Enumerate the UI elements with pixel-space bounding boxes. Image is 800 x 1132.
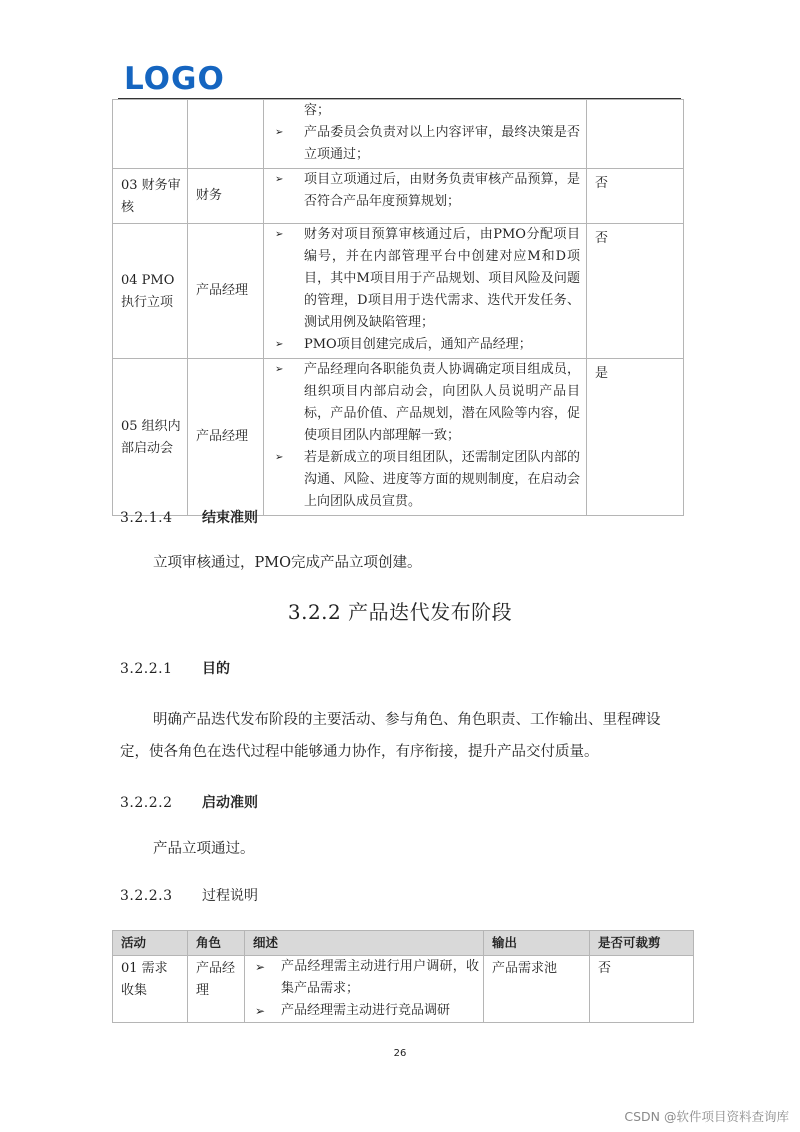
can-cut-cell: 是 [587,359,684,516]
activity-cell: 01 需求收集 [113,956,188,1023]
description-cell [264,169,587,224]
bullet-item: ➢ 项目立项通过后，由财务负责审核产品预算，是否符合产品年度预算规划； [272,169,580,213]
description-cell [264,100,587,169]
bullet-item: ➢ 若是新成立的项目组团队，还需制定团队内部的沟通、风险、进度等方面的规则制度，在启动会上向团队成员宣贯。 [272,447,580,513]
role-cell: 产品经理 [188,224,264,359]
arrow-bullet-icon: ➢ [275,174,284,185]
bullet-item: ➢ 财务对项目预算审核通过后，由PMO分配项目编号，并在内部管理平台中创建对应M和D项目，其中M项目用于产品规划、项目风险及问题的管理，D项目用于迭代需求、迭代开发任务、测试用例及缺陷管理； [272,224,580,334]
table-row [113,956,694,1023]
column-header: 活动 [113,931,188,956]
paragraph-start-criteria: 产品立项通过。 [153,841,255,857]
description-cell [245,956,484,1023]
heading-title: 启动准则 [202,795,258,811]
can-cut-cell: 否 [587,169,684,224]
arrow-bullet-icon: ➢ [255,960,266,974]
bullet-item: ➢ 产品经理需主动进行用户调研，收集产品需求； [253,956,479,1000]
heading-number: 3.2.2.3 [120,888,173,904]
table-row [113,169,684,224]
bullet-item: ➢ 产品经理需主动进行竞品调研 [253,1000,479,1022]
heading-3-2-1-4 [120,508,258,528]
column-header: 输出 [484,931,590,956]
logo: LOGO [124,61,225,97]
activity-cell [113,100,188,169]
arrow-bullet-icon: ➢ [255,1004,266,1018]
table-row [113,100,684,169]
arrow-bullet-icon: ➢ [275,452,284,463]
table-header-row [113,931,694,956]
bullet-item: ➢ 产品委员会负责对以上内容评审，最终决策是否立项通过； [272,122,580,166]
heading-number: 3.2.2.1 [120,661,173,677]
can-cut-cell: 否 [590,956,694,1023]
description-cell [264,359,587,516]
activity-cell: 04 PMO执行立项 [113,224,188,359]
description-cell [264,224,587,359]
heading-3-2-2-2 [120,793,258,813]
heading-title: 结束准则 [202,510,258,526]
description-continuation: 容； [304,103,331,118]
heading-title: 目的 [202,661,230,677]
column-header: 角色 [188,931,245,956]
heading-3-2-2-3 [120,886,258,906]
paragraph-purpose: 明确产品迭代发布阶段的主要活动、参与角色、角色职责、工作输出、里程碑设定，使各角色在迭代过程中能够通力协作，有序衔接，提升产品交付质量。 [120,712,661,760]
page-number: 26 [393,1048,407,1059]
iteration-process-table [112,930,694,1023]
output-cell: 产品需求池 [484,956,590,1023]
can-cut-cell: 否 [587,224,684,359]
heading-number: 3.2.2.2 [120,795,173,811]
heading-number: 3.2.1.4 [120,510,173,526]
bullet-item: ➢ 产品经理向各职能负责人协调确定项目组成员，组织项目内部启动会，向团队人员说明产品目标，产品价值、产品规划，潜在风险等内容，促使项目团队内部理解一致； [272,359,580,447]
column-header: 细述 [245,931,484,956]
heading-3-2-2-1 [120,659,230,679]
arrow-bullet-icon: ➢ [275,229,284,240]
column-header: 是否可裁剪 [590,931,694,956]
section-title-3-2-2: 3.2.2 产品迭代发布阶段 [287,600,513,624]
paragraph-end-criteria: 立项审核通过，PMO完成产品立项创建。 [153,555,422,571]
process-table-continued [112,99,684,516]
table-row [113,359,684,516]
activity-cell: 03 财务审核 [113,169,188,224]
role-cell [188,100,264,169]
arrow-bullet-icon: ➢ [275,127,284,138]
arrow-bullet-icon: ➢ [275,339,284,350]
can-cut-cell [587,100,684,169]
watermark: CSDN @软件项目资料查询库 [624,1109,789,1124]
activity-cell: 05 组织内部启动会 [113,359,188,516]
heading-title: 过程说明 [202,888,258,904]
table-row [113,224,684,359]
bullet-item: ➢ PMO项目创建完成后，通知产品经理； [272,334,580,356]
role-cell: 产品经理 [188,359,264,516]
arrow-bullet-icon: ➢ [275,364,284,375]
role-cell: 产品经理 [188,956,245,1023]
role-cell: 财务 [188,169,264,224]
